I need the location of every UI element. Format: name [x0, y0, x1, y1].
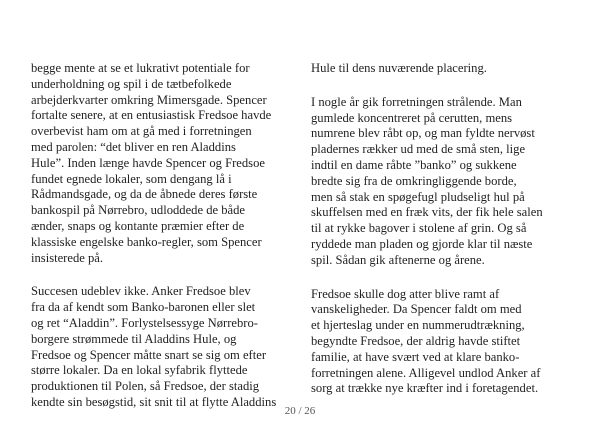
text-line: pladernes rækker ud med de små sten, lige	[311, 142, 526, 157]
text-line: større lokaler. Da en lokal syfabrik flyttede	[31, 363, 248, 378]
paragraph-aladdins-hule	[31, 61, 307, 266]
text-line: fra da af kendt som Banko-baronen eller slet	[31, 300, 256, 315]
paragraph-forretningen	[311, 95, 591, 269]
paragraph-gap	[311, 269, 591, 287]
text-line: til at rykke bagover i stolene af grin. Og så	[311, 221, 527, 236]
text-line: gumlede koncentreret på cerutten, mens	[311, 110, 513, 125]
text-line: forretningen alene. Alligevel undlod Anker af	[311, 365, 541, 380]
text-line: borgere strømmede til Aladdins Hule, og	[31, 331, 237, 346]
text-line: insisterede på.	[31, 250, 104, 265]
paragraph-succesen	[31, 284, 307, 410]
text-line: spil. Sådan gik aftenerne og årene.	[311, 252, 485, 267]
text-line: numrene blev råbt op, og man fyldte nervøst	[311, 126, 535, 141]
text-line: Fredsoe og Spencer måtte snart se sig om efter	[31, 347, 267, 362]
paragraph-hule-placering	[311, 61, 591, 77]
text-line: Fredsoe skulle dog atter blive ramt af	[311, 286, 500, 301]
text-line: klassiske engelske banko-regler, som Spencer	[31, 234, 262, 249]
paragraph-vanskeligheder	[311, 287, 591, 398]
text-line: bankospil på Nørrebro, udloddede de både	[31, 203, 246, 218]
text-line: overbevist ham om at gå med i forretningen	[31, 124, 252, 139]
paragraph-gap	[311, 77, 591, 95]
text-line: ænder, snaps og kontante præmier efter de	[31, 218, 245, 233]
text-line: arbejderkvarter omkring Mimersgade. Spencer	[31, 92, 267, 107]
text-line: fortalte senere, at en entusiastisk Fredsoe havde	[31, 108, 272, 123]
text-line: men så stak en spøgefugl pludseligt hul på	[311, 189, 525, 204]
text-line: med parolen: “det bliver en ren Aladdins	[31, 139, 236, 154]
text-line: vanskeligheder. Da Spencer faldt om med	[311, 302, 522, 317]
text-line: skuffelsen med en fræk vits, der fik hele salen	[311, 205, 543, 220]
text-line: ryddede man pladen og gjorde klar til næste	[311, 236, 533, 251]
text-line: fundet egnede lokaler, som dengang lå i	[31, 171, 232, 186]
text-line: I nogle år gik forretningen strålende. Man	[311, 94, 522, 109]
text-line: produktionen til Polen, så Fredsoe, der stadig	[31, 379, 260, 394]
paragraph-gap	[31, 266, 307, 284]
text-line: Hule”. Inden længe havde Spencer og Fredsoe	[31, 155, 265, 170]
text-line: underholdning og spil i de tætbefolkede	[31, 76, 232, 91]
text-line: sorg at trække nye kræfter ind i foretagendet.	[311, 381, 539, 396]
left-column	[31, 61, 307, 411]
right-column	[311, 61, 591, 397]
text-line: kendte sin besøgstid, sit snit til at flytte Aladdins	[31, 394, 277, 409]
text-line: Rådmandsgade, og da de åbnede deres første	[31, 187, 258, 202]
text-line: begge mente at se et lukrativt potentiale for	[31, 61, 250, 75]
text-line: et hjerteslag under en nummerudtrækning,	[311, 318, 525, 333]
text-line: og ret “Aladdin”. Forlystelsessyge Nørrebro-	[31, 315, 258, 330]
text-line: Succesen udeblev ikke. Anker Fredsoe blev	[31, 284, 251, 299]
text-line: begyndte Fredsoe, der aldrig havde stiftet	[311, 333, 521, 348]
text-line: bredte sig fra de omkringliggende borde,	[311, 173, 517, 188]
text-line: Hule til dens nuværende placering.	[311, 61, 487, 75]
page-number: 20 / 26	[284, 405, 316, 417]
text-line: familie, at have svært ved at klare banko-	[311, 349, 520, 364]
text-line: indtil en dame råbte ”banko” og sukkene	[311, 157, 517, 172]
